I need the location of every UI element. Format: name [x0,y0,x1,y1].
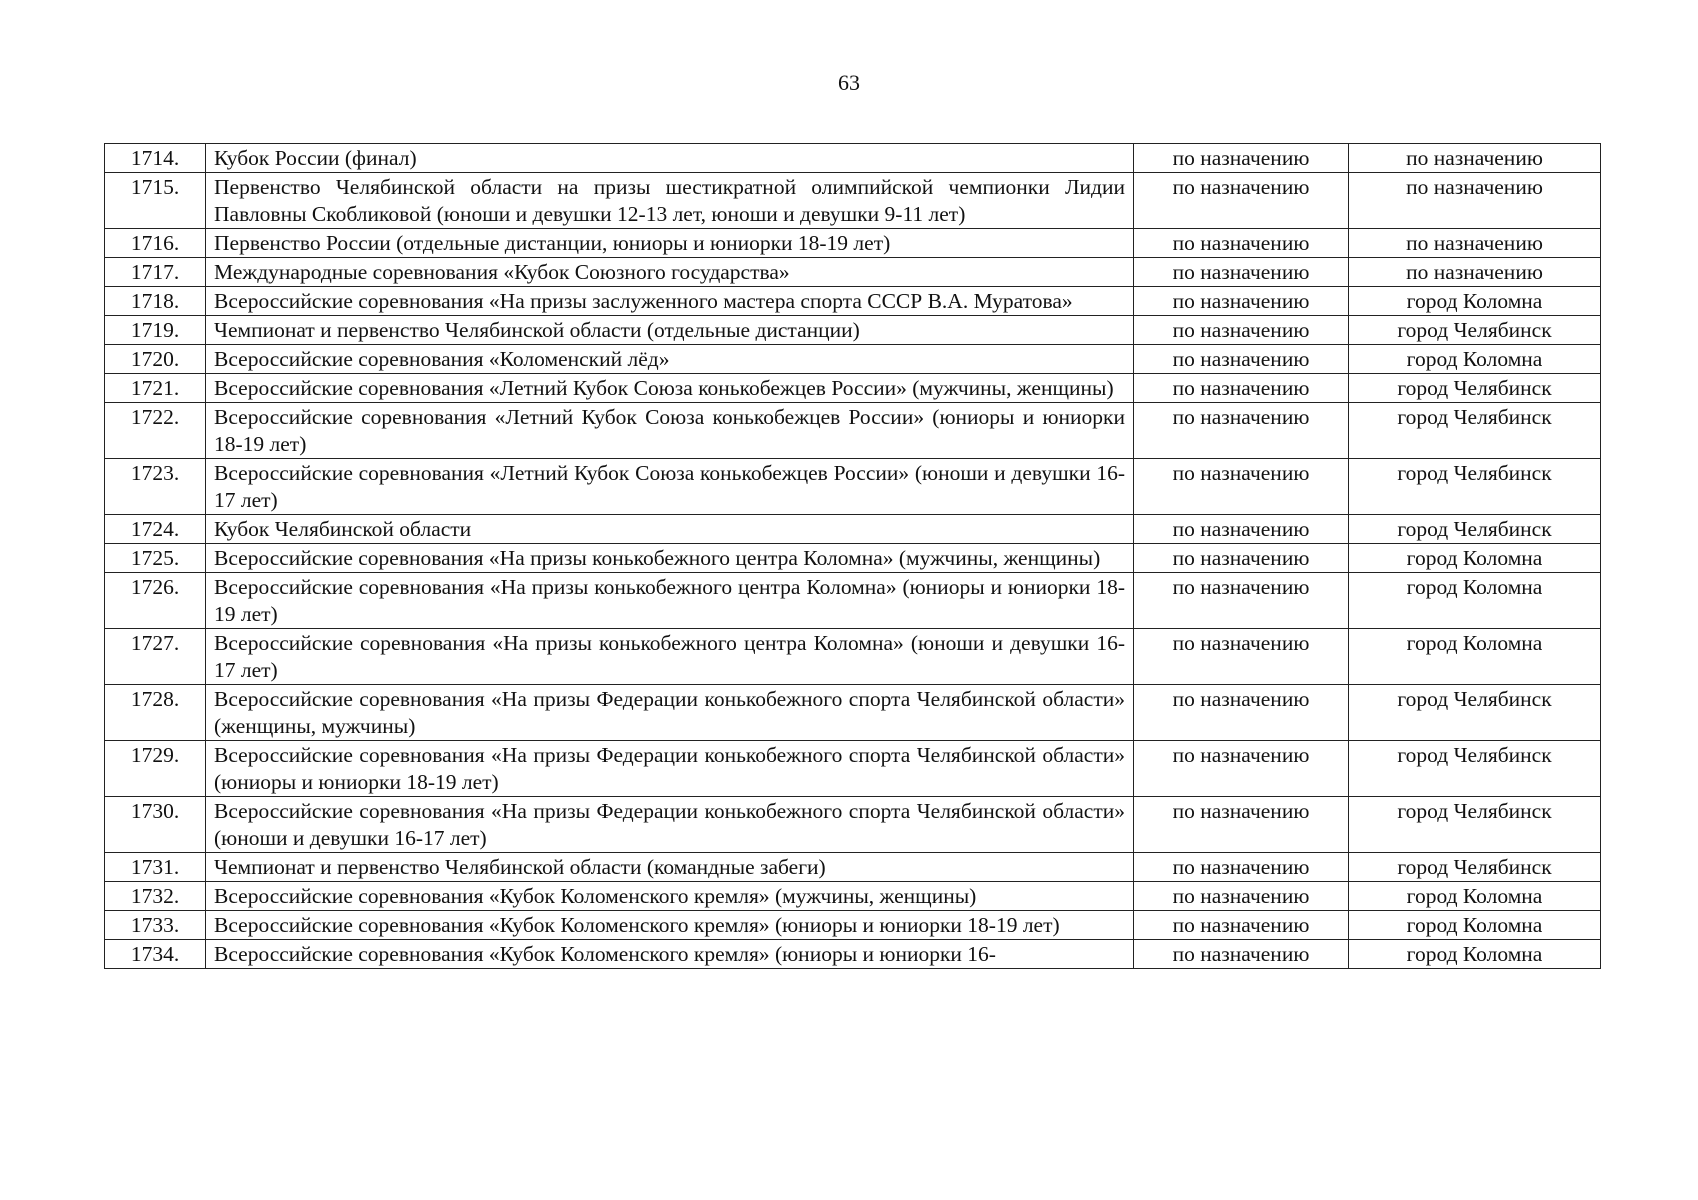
event-name: Всероссийские соревнования «Летний Кубок Союза конькобежцев России» (юноши и девушки 16-17 лет) [206,459,1134,515]
event-date: по назначению [1134,629,1349,685]
event-date: по назначению [1134,258,1349,287]
event-place: город Коломна [1349,882,1601,911]
event-name: Первенство Челябинской области на призы шестикратной олимпийской чемпионки Лидии Павловны Скобликовой (юноши и девушки 12-13 лет, юноши и девушки 9-11 лет) [206,173,1134,229]
event-name: Всероссийские соревнования «Кубок Коломенского кремля» (мужчины, женщины) [206,882,1134,911]
row-number: 1733. [105,911,206,940]
table-row [105,287,1601,316]
event-name: Кубок Челябинской области [206,515,1134,544]
event-name: Чемпионат и первенство Челябинской области (командные забеги) [206,853,1134,882]
table-row [105,797,1601,853]
event-date: по назначению [1134,173,1349,229]
table-row [105,853,1601,882]
event-date: по назначению [1134,287,1349,316]
row-number: 1728. [105,685,206,741]
row-number: 1734. [105,940,206,969]
table-row [105,882,1601,911]
event-date: по назначению [1134,459,1349,515]
event-place: город Коломна [1349,911,1601,940]
row-number: 1723. [105,459,206,515]
event-date: по назначению [1134,515,1349,544]
event-date: по назначению [1134,797,1349,853]
event-name: Всероссийские соревнования «Кубок Коломенского кремля» (юниоры и юниорки 16- [206,940,1134,969]
table-row [105,544,1601,573]
event-date: по назначению [1134,940,1349,969]
event-name: Первенство России (отдельные дистанции, юниоры и юниорки 18-19 лет) [206,229,1134,258]
event-date: по назначению [1134,403,1349,459]
row-number: 1720. [105,345,206,374]
event-place: город Челябинск [1349,316,1601,345]
event-name: Чемпионат и первенство Челябинской области (отдельные дистанции) [206,316,1134,345]
table-row [105,459,1601,515]
event-place: город Коломна [1349,345,1601,374]
row-number: 1731. [105,853,206,882]
event-place: по назначению [1349,258,1601,287]
event-place: город Челябинск [1349,741,1601,797]
event-name: Всероссийские соревнования «На призы Федерации конькобежного спорта Челябинской области» (юниоры и юниорки 18-19 лет) [206,741,1134,797]
table-row [105,685,1601,741]
event-name: Всероссийские соревнования «На призы заслуженного мастера спорта СССР В.А. Муратова» [206,287,1134,316]
table-row [105,173,1601,229]
event-date: по назначению [1134,882,1349,911]
row-number: 1714. [105,144,206,173]
row-number: 1730. [105,797,206,853]
event-date: по назначению [1134,229,1349,258]
table-row [105,741,1601,797]
table-row [105,345,1601,374]
event-date: по назначению [1134,316,1349,345]
event-date: по назначению [1134,853,1349,882]
events-table-body [105,144,1601,969]
page-number: 63 [838,70,860,95]
row-number: 1724. [105,515,206,544]
event-place: город Челябинск [1349,459,1601,515]
row-number: 1722. [105,403,206,459]
event-place: город Коломна [1349,629,1601,685]
table-row [105,144,1601,173]
event-date: по назначению [1134,911,1349,940]
event-date: по назначению [1134,741,1349,797]
event-place: город Челябинск [1349,685,1601,741]
table-row [105,374,1601,403]
event-name: Международные соревнования «Кубок Союзного государства» [206,258,1134,287]
row-number: 1717. [105,258,206,287]
event-place: по назначению [1349,144,1601,173]
event-place: город Челябинск [1349,403,1601,459]
event-place: город Коломна [1349,544,1601,573]
table-row [105,911,1601,940]
row-number: 1721. [105,374,206,403]
event-date: по назначению [1134,685,1349,741]
event-name: Всероссийские соревнования «Летний Кубок Союза конькобежцев России» (юниоры и юниорки 18-19 лет) [206,403,1134,459]
table-row [105,403,1601,459]
event-name: Всероссийские соревнования «Летний Кубок Союза конькобежцев России» (мужчины, женщины) [206,374,1134,403]
event-name: Всероссийские соревнования «На призы Федерации конькобежного спорта Челябинской области» (юноши и девушки 16-17 лет) [206,797,1134,853]
event-place: город Челябинск [1349,374,1601,403]
event-name: Всероссийские соревнования «На призы конькобежного центра Коломна» (юноши и девушки 16-17 лет) [206,629,1134,685]
event-place: по назначению [1349,173,1601,229]
event-name: Кубок России (финал) [206,144,1134,173]
event-name: Всероссийские соревнования «Кубок Коломенского кремля» (юниоры и юниорки 18-19 лет) [206,911,1134,940]
event-date: по назначению [1134,345,1349,374]
event-name: Всероссийские соревнования «На призы конькобежного центра Коломна» (мужчины, женщины) [206,544,1134,573]
event-place: город Коломна [1349,287,1601,316]
table-row [105,258,1601,287]
row-number: 1726. [105,573,206,629]
event-place: город Челябинск [1349,853,1601,882]
table-row [105,629,1601,685]
event-date: по назначению [1134,374,1349,403]
row-number: 1729. [105,741,206,797]
event-name: Всероссийские соревнования «На призы конькобежного центра Коломна» (юниоры и юниорки 18-19 лет) [206,573,1134,629]
event-place: по назначению [1349,229,1601,258]
event-place: город Коломна [1349,940,1601,969]
event-name: Всероссийские соревнования «Коломенский лёд» [206,345,1134,374]
row-number: 1732. [105,882,206,911]
row-number: 1727. [105,629,206,685]
table-row [105,316,1601,345]
events-table [104,143,1601,969]
row-number: 1716. [105,229,206,258]
table-row [105,573,1601,629]
event-date: по назначению [1134,544,1349,573]
row-number: 1715. [105,173,206,229]
event-place: город Челябинск [1349,797,1601,853]
event-name: Всероссийские соревнования «На призы Федерации конькобежного спорта Челябинской области» (женщины, мужчины) [206,685,1134,741]
event-place: город Коломна [1349,573,1601,629]
row-number: 1725. [105,544,206,573]
table-row [105,229,1601,258]
event-date: по назначению [1134,573,1349,629]
event-date: по назначению [1134,144,1349,173]
table-row [105,515,1601,544]
table-row [105,940,1601,969]
row-number: 1718. [105,287,206,316]
row-number: 1719. [105,316,206,345]
event-place: город Челябинск [1349,515,1601,544]
